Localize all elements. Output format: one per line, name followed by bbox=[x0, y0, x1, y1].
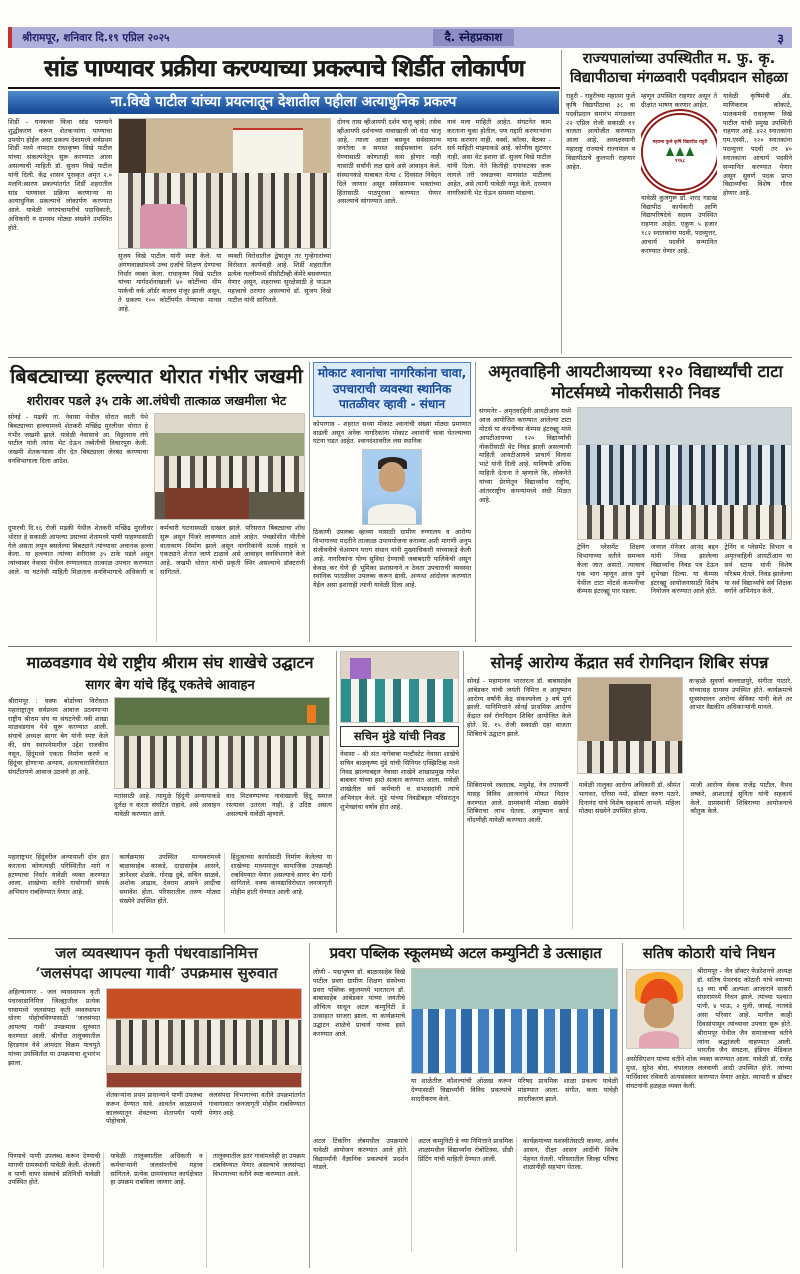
sonai-article-photo bbox=[577, 677, 683, 774]
iti-caption1: ट्रेनिंग प्लेसमेंट शिक्षण विभागाच्या वतीने समन्वय केला जात असतो. त्याचाच एक भाग म्हणून आज पुणे येथील टाटा मोटर्स कम्पनीचा कॅम्पस इंटरव्ह्यू पार पडला. bbox=[577, 543, 645, 596]
lead-col5: नावं मला माहिती आहेत. संघटनेत काम करताना चुका होतील, पण गद्दारी करणाऱ्यांना माफ करणार नाही. वर्क्स, कॉल्स, बैठका - सर्व माहिती माझ्याकडे आहे. कोणीच सुटणार नाही, असा थेट इशारा डॉ. सुजय विखे पाटील यांनी दिला. नेते कितीही दगाफटका करू लागले तरी जवळच्या माणसांत पाटीलच आहेत, असे त्यांनी यावेळी नमूद केले. दरम्यान नागरिकांनी भेट घेऊन समस्या मांडल्या. bbox=[447, 118, 551, 197]
jal-b2: यावेळी तालुक्यातील अधिकारी व कर्मचाऱ्यांनी जलसंपत्तीचे महत्त्व सांगितले. प्रत्येक ग्रामपंचायत कार्यक्षेत्रात हा उपक्रम राबविला जाणार आहे. bbox=[110, 1152, 206, 1268]
pravara-caption-row bbox=[411, 1077, 618, 1133]
sonai-top-row bbox=[467, 677, 792, 777]
iti-caption3: ट्रेनिंग व प्लेसमेंट विभाग व अमृतवाहिनी आयटीआय चा सर्व स्टाफ यांनी विशेष परिश्रम घेतले. निवड झालेल्या या सर्व विद्यार्थ्यांचे सर्व शिक्षक वर्गाने अभिनंदन केले. bbox=[724, 543, 792, 596]
divider bbox=[561, 50, 562, 354]
article-kothari-obituary bbox=[626, 943, 792, 1268]
photo-people bbox=[155, 456, 304, 492]
lead-middle bbox=[118, 118, 331, 353]
photo-front-row bbox=[578, 505, 791, 539]
sandhan-portrait-photo bbox=[362, 449, 422, 525]
saffron-flag bbox=[307, 705, 316, 723]
shriram-caption2: वाद मिटवण्याच्या नावाखाली हिंदू समाज रस्त्यावर उतरला नाही, हे उदिष्ट असत्य असल्याचे यावेळी म्हणाले. bbox=[226, 792, 332, 818]
portrait-face bbox=[644, 998, 673, 1028]
iti-headline: अमृतवाहिनी आयटीआयच्या १२० विद्यार्थ्यांची टाटा मोटर्समध्ये नोकरीसाठी निवड bbox=[488, 362, 783, 402]
jal-col1: अहिल्यानगर - जल व्यवस्थापन कृती पंधरवाडानिमित्त जिल्ह्यातील प्रत्येक गावामध्ये जलसंपदा कृती व्यवस्थापन धोरण पोहोचविण्यासाठी ‘जलसंपदा आपल्या गावी’ उपक्रमास सुरुवात करण्यात आली. श्रीगोंदा तालुक्यातील हिरडगाव येथे आमदार विक्रम पाचपुते यांच्या उपस्थितीत या उपक्रमाचा शुभारंभ झाला. bbox=[8, 988, 100, 1067]
shriram-bottom-row bbox=[8, 853, 332, 933]
convocation-col3: यावेळी कृषिमंत्री ॲड. माणिकराव कोकाटे, पालकमंत्री राधाकृष्ण विखे पाटील यांची प्रमुख उपस्थिती राहणार आहे. ४२२ स्नातकांना एम.एस्सी., १२० स्नातकांना पदव्युत्तर पदवी तर ४० स्नातकांना आचार्य पदवीने सन्मानित करण्यात येणार असून सुवर्ण पदक प्राप्त विद्यार्थ्यांचा विशेष गौरव होणार आहे. bbox=[722, 92, 792, 198]
pravara-right bbox=[411, 968, 618, 1133]
jal-b1: पिण्याचे पाणी उपलब्ध करून देण्याची मागणी ग्रामस्थांनी यावेळी केली. शेतकरी व पाणी वापर संस्थांचे प्रतिनिधी यावेळी उपस्थित होते. bbox=[8, 1152, 104, 1268]
photo-people bbox=[341, 679, 458, 722]
munde-headline: सचिन मुंडे यांची निवड bbox=[340, 726, 459, 747]
fold-mark bbox=[8, 27, 12, 48]
divider bbox=[8, 646, 792, 647]
convocation-headline: राज्यपालांच्या उपस्थितीत म. फु. कृ. विद्यापीठाचा मंगळवारी पदवीप्रदान सोहळा bbox=[570, 51, 788, 86]
lead-article-photo bbox=[118, 118, 331, 249]
divider bbox=[8, 357, 792, 358]
divider bbox=[475, 362, 476, 642]
pravara-bottom-row bbox=[313, 1137, 618, 1252]
shriram-col1: श्रीरामपूर : वक्फ बोर्डाच्या विरोधात महाराष्ट्रातून सर्वप्रथम आवाज उठवणाऱ्या राष्ट्रीय श्रीराम संघ या संघटनेची नवी शाखा माळवडगाव येथे सुरू करण्यात आली. संघाचे अध्यक्ष सागर बेग यांनी स्पष्ट केले की, संघ स्थापनेमागील उद्देश राजकीय नसून, हिंदूंमध्ये एकता निर्माण करणे व हिंदूंवर होणाऱ्या अन्याय, अत्याचाराविरोधात संघटीतपणे आवाज उठवणे हा आहे. bbox=[8, 697, 108, 776]
lead-caption-a: सुजय विखे पाटील यांनी स्पष्ट केले. या अंगणवाड्यांमध्ये उच्च दर्जाचे शिक्षण देण्याचा निर्धार व्यक्त केला. राधाकृष्ण विखे पाटील यांच्या मार्गदर्शनाखाली ४० कोटींच्या थीम पार्कची वर्क ऑर्डर कालच मंजूर झाली असून, ते प्रकल्प १०० कोटींपर्यंत नेण्याचा मानस आहे. bbox=[118, 252, 222, 313]
divider bbox=[622, 943, 623, 1268]
photo-people bbox=[578, 741, 682, 773]
leopard-subhead: शरीरावर पडले ३५ टाके आ.लंघेची तात्काळ जखमीला भेट bbox=[26, 393, 287, 408]
university-seal-logo bbox=[641, 113, 717, 191]
iti-top-row bbox=[479, 407, 792, 635]
lead-col1: शिर्डी - घनकचर किंवा सांड पाण्याने शुद्धीकरण करून शेतकऱ्यांना पाण्याचा उपयोग होईल असा प्रकल्प देशामध्ये सर्वप्रथम शिर्डी मध्ये नामदार राधाकृष्ण विखे पाटील यांच्या संकल्पनेतून सुरू करण्यात आला असल्याची माहिती डॉ. सुजय विखे पाटील यांनी दिली. केंद्र शासन पुरस्कृत अमृत २.० मलनि:स्सरण प्रकल्पांतर्गत शिर्डी शहरातील सांड पाण्यावर प्रक्रिया करणाऱ्या या अत्याधुनिक प्रकल्पाचे लोकार्पण करण्यात आले. यावेळी नगरपंचायतीचे पदाधिकारी, अधिकारी व ग्रामस्थ मोठ्या संख्येने उपस्थित होते. bbox=[8, 118, 112, 232]
dogs-para1: कोपरगाव - शहरात सध्या मोकाट श्वानांची संख्या मोठ्या प्रमाणात वाढली असून अनेक नागरिकांना मोकाट श्वानांनी चावा घेतल्याच्या घटना घडत आहेत. श्वानदंशावरील लस स्थानिक bbox=[313, 419, 471, 446]
university-seal-title: महात्मा फुले कृषि विद्यापीठ राहुरी bbox=[652, 139, 708, 145]
shriram-right bbox=[114, 697, 332, 849]
shriram-b3: हिंदुत्वाच्या कार्यासाठी निर्माण केलेल्या या शाखेच्या माध्यमातून सामाजिक उपक्रमही राबविण्यात येणार असल्याचे सागर बेग यांनी सांगितले. वक्फ कायद्याविरोधात जनजागृती मोहीम हाती घेण्यात आली आहे. bbox=[230, 853, 332, 897]
munde-article-photo bbox=[340, 651, 459, 723]
pravara-col1: लोणी - पद्मभूषण डॉ. बाळासाहेब विखे पाटील प्रवरा ग्रामीण शिक्षण संस्थेच्या प्रवरा पब्लिक स्कूलमध्ये भारतरत्न डॉ. बाबासाहेब आंबेडकर यांच्या जयंतीचे औचित्य साधून अटल कम्युनिटी डे उत्साहात साजरा झाला. या कार्यक्रमाचे उद्घाटन शाळेचे प्राचार्य यांच्या हस्ते करण्यात आले. bbox=[313, 968, 405, 1038]
tree-icon bbox=[666, 147, 694, 156]
convocation-col2-top: म्हणून उपस्थित राहणार असून ते दीक्षांत भाषण करणार आहेत. bbox=[641, 92, 717, 109]
sonai-b3: माजी आरोग्य सेवक राजेंद्र पाटील, वैभव लष्करे, आशाताई सुनिता यांनी सहकार्य केले. ग्रामस्थांनी शिबिराच्या आयोजनाचे कौतुक केले. bbox=[690, 781, 792, 816]
kothari-body: श्रीरामपूर - जैन डॉक्टर फेडरेशनचे अध्यक्ष डॉ. सतिष पेथरचंद कोठारी यांचे वयाच्या ६३ व्या वर्षी अल्पशा आजाराने सासरी संघारामध्ये निधन झाले. त्यांच्या पश्चात पत्नी, ४ भाऊ, २ मुली, जावई, नातवंडे असा परिवार आहे. मागील काही दिवसांपासून त्यांच्यावर उपचार सुरू होते. श्रीरामपूर येथील जैन समाजाच्या वतीने त्यांना श्रद्धांजली वाहण्यात आली. भारतीय जैन संघटना, इंडियन मेडिकल असोसिएशन यांच्या वतीने शोक व्यक्त करण्यात आला. यावेळी डॉ. राजेंद्र मुथा, सुरेश बोरा, चंपालाल ललवाणी आदी उपस्थित होते. त्यांच्या पार्थिवावर रविवारी अंत्यसंस्कार करण्यात येणार आहेत. व्यापारी व डॉक्टर संघटनांनी हळहळ व्यक्त केली. bbox=[626, 967, 792, 1090]
article-sonai-camp bbox=[467, 651, 792, 933]
sonai-col3: कऱ्हाळे सुवर्णा बल्लाळपुरे, संगीता पाठारे, यांच्यासह ग्रामस्थ उपस्थित होते. कार्यक्रमाचे सूत्रसंचालन आरोग्य सेविका यांनी केले तर आभार वैद्यकीय अधिकाऱ्यांनी मानले. bbox=[689, 677, 792, 712]
jal-caption2: जलसंपदा विभागाच्या वतीने उपक्रमांतर्गत गावागावात जनजागृती मोहीम राबविण्यात येणार आहे. bbox=[208, 1091, 305, 1117]
sonai-headline: सोनई आरोग्य केंद्रात सर्व रोगनिदान शिबिर संपन्न bbox=[490, 653, 769, 672]
pravara-top-row bbox=[313, 968, 618, 1133]
pravara-b1: अटल टिंकरिंग लॅबमधील उपक्रमांचे यावेळी आयोजन करण्यात आले होते. विद्यार्थ्यांनी वैज्ञानिक प्रकल्पांचे प्रदर्शन मांडले. bbox=[313, 1137, 412, 1252]
shriram-headline: माळवडगाव येथे राष्ट्रीय श्रीराम संघ शाखेचे उद्घाटन bbox=[26, 653, 314, 672]
photo-students bbox=[412, 1009, 617, 1073]
pravara-b2: अटल कम्युनिटी डे च्या निमित्ताने प्राथमिक शाळांमधील विद्यार्थ्यांना रोबोटिक्स, थ्रीडी प्रिंटिंग यांची माहिती देण्यात आली. bbox=[418, 1137, 517, 1252]
shriram-top-row bbox=[8, 697, 332, 849]
article-shriram-sangh bbox=[8, 651, 332, 933]
kothari-body-wrap bbox=[626, 967, 792, 1091]
jal-caption1: शेतकऱ्यांना प्रथम प्राधान्याने पाणी उपलब्ध करून देण्यात यावे. आवर्तन काळामध्ये कालव्यातून शेवटच्या शेतापर्यंत पाणी पोहोचावे. bbox=[106, 1091, 203, 1126]
dateline: श्रीरामपूर, शनिवार दि.१९ एप्रिल २०२५ bbox=[22, 31, 170, 44]
pravara-b3: कार्यक्रमाच्या यशस्वीतेसाठी काव्या, अर्णव आसन, दीक्षा आसन आदींनी विशेष मेहनत घेतली. परिसरातील जिल्हा परिषद शाळांनीही सहभाग घेतला. bbox=[523, 1137, 618, 1172]
sonai-b1: शिबिरामध्ये रक्तदाब, मधुमेह, नेत्र तपासणी यासह विविध आजारांचे मोफत निदान करण्यात आले. ग्रामस्थांनी मोठ्या संख्येने शिबिराचा लाभ घेतला. आयुष्मान कार्ड नोंदणीही यावेळी करण्यात आली. bbox=[467, 781, 573, 929]
divider bbox=[8, 938, 792, 939]
portrait-face bbox=[379, 462, 406, 492]
leopard-top-row bbox=[8, 413, 305, 520]
lead-col4: दोनच तास व्हीआयपी दर्शन चालू व्हावे; तसेच व्हीआयपी दर्शनाच्या नावाखाली जो धंदा चालू आहे, त्याला आळा बसवून सर्वसामान्य जनतेला व समस्त साईभक्तांना दर्शन घेण्यासाठी कोणताही त्रास होणार नाही यासाठी सर्वांनी लक्ष द्यावे असे आवाहन केले. संस्थानकडे याबाबत येत्या ८ दिवसात निवेदन दिले जाणार असून सर्वसामान्य भक्तांच्या हितासाठी पाठपुरावा करण्यात येणार असल्याचे सांगण्यात आले. bbox=[337, 118, 441, 206]
photo-crowd bbox=[115, 736, 329, 788]
sonai-col1: सोनई - महामानव भारतरत्न डॉ. बाबासाहेब आंबेडकर यांची जयंती निमित्त व आयुष्मान आरोग्य वर्षांनी केंद्र संकल्पनेला ३ वर्ष पूर्ण झाली. यानिमित्ताने सोनई प्राथमिक आरोग्य केंद्रात सर्व रोगनिदान शिबिर आयोजित केले होते. दि. १५ रोजी सकाळी दहा वाजता शिबिराचे उद्घाटन झाले. bbox=[467, 677, 571, 738]
pravara-headline: प्रवरा पब्लिक स्कूलमध्ये अटल कम्युनिटी डे उत्साहात bbox=[329, 944, 602, 962]
kothari-headline: सतिष कोठारी यांचे निधन bbox=[642, 946, 776, 962]
iti-right bbox=[577, 407, 792, 635]
convocation-body bbox=[566, 92, 792, 350]
jal-headline-line1: जल व्यवस्थापन कृती पंधरवाडानिमित्त bbox=[55, 944, 258, 962]
divider bbox=[336, 651, 337, 933]
leopard-article-photo bbox=[154, 413, 305, 520]
shriram-caption-row bbox=[114, 792, 332, 849]
lead-columns bbox=[8, 118, 560, 353]
article-leopard bbox=[8, 362, 305, 642]
kothari-portrait-photo bbox=[626, 969, 692, 1049]
divider bbox=[463, 651, 464, 933]
jal-headline-line2: ‘जलसंपदा आपल्या गावी’ उपक्रमास सुरुवात bbox=[35, 964, 278, 982]
iti-group-photo bbox=[577, 407, 792, 540]
leopard-lead-col: सोनई - मढकी ता. नेवासा येथील थोरात वस्ती येथे बिबट्याच्या हल्ल्यामध्ये शेतकरी मच्छिंद्र मुरलीधर थोरात हे गंभीर जखमी झाले. यावेळी नेवासाचे आ. विठ्ठलराव लंघे पाटील यांनी त्यांना भेट देऊन तब्येतीची विचारपूस केली. जखमी शेतकऱ्याला धीर देत बिबट्याला जेरबंद करण्याचा वनविभागाला दिला आदेश. bbox=[8, 413, 148, 466]
photo-student-rows bbox=[578, 445, 791, 505]
sonai-bottom-row bbox=[467, 781, 792, 929]
lead-caption-row bbox=[118, 252, 331, 353]
pravara-caption1: या शाळेतील कौशल्यांची ओळख करून देण्यासाठी विद्यार्थ्यांनी विविध प्रकल्पांचे सादरीकरण केले. bbox=[411, 1077, 512, 1103]
article-iti-placement bbox=[479, 362, 792, 642]
photo-rug bbox=[165, 488, 248, 520]
article-stray-dogs bbox=[313, 362, 471, 642]
lead-headline: सांड पाण्यावर प्रक्रीया करण्याच्या प्रकल्पाचे शिर्डीत लोकार्पण bbox=[8, 51, 560, 89]
masthead-bar bbox=[8, 27, 792, 48]
article-convocation bbox=[566, 50, 792, 354]
iti-caption2: जनरल मॅनेजर आनंद बद्दन यांनी निवड झालेल्या विद्यार्थ्यांना निवड पत्र देऊन शुभेच्छा दिल्या. या कॅम्पस इंटरव्ह्यू आयोजनासाठी विशेष नियोजन करण्यात आले होते. bbox=[650, 543, 719, 596]
portrait-shirt bbox=[368, 504, 417, 525]
lead-subhead-bar: ना.विखे पाटील यांच्या प्रयत्नातून देशातील पहीला अत्याधुनिक प्रकल्प bbox=[8, 91, 559, 114]
university-seal-year: १९६८ bbox=[674, 158, 686, 164]
divider bbox=[309, 943, 310, 1268]
jal-b3: तालुक्यातील इतर गावांमध्येही हा उपक्रम राबविण्यात येणार असल्याचे जलसंपदा विभागाच्या वतीने स्पष्ट करण्यात आले. bbox=[212, 1152, 305, 1178]
dogs-para2: ठिकाणी उपलब्ध व्हाव्या यासाठी ग्रामीण रुग्णालय व आरोग्य विभागाच्या मदतीने तात्काळ उपाययोजना कराव्या अशी मागणी अनुप संजीवनीचे चेअरमन पराग संधान यांनी मुख्याधिकारी यांच्याकडे केली आहे. नागरिकांना योग्य सुविधा देण्याची जबाबदारी पालिकेची असून केवळ कर घेणे ही भूमिका प्रशासनाने न ठेवता उपचाराची व्यवस्था स्थानिक पातळीवर उपलब्ध करून द्यावी, अन्यथा आंदोलन करण्यात येईल असा इशाराही त्यांनी यावेळी दिला आहे. bbox=[313, 528, 471, 590]
convocation-col2-bottom: यावेळी कुलगुरू डॉ. शरद गडाख विद्यापीठ कार्यकारी आणि विद्यापरिषदेचे सदस्य उपस्थित राहणार आहेत. एकूण ५ हजार १८२ स्नातकांना पदवी, पदव्युत्तर, आचार्य पदवीने सन्मानित करण्यात येणार आहे. bbox=[641, 193, 717, 255]
jal-bottom-row bbox=[8, 1152, 305, 1268]
article-jal bbox=[8, 943, 305, 1268]
iti-col1: संगमनेर - अमृतवाहिनी आयटीआय मध्ये आज आयोजित करण्यात आलेल्या टाटा मोटर्स या कंपनीच्या कॅम्पस इंटरव्ह्यू मध्ये आयटीआयच्या १२० विद्यार्थ्यांची नोकरीसाठी थेट निवड झाली असल्याची माहिती आयटीआयचे प्राचार्य विलास भाटे यांनी दिली आहे. याविषयी अधिक माहिती देताना ते म्हणाले कि, लोकनेते यांच्या प्रेरणेतून विद्यार्थ्यांना राष्ट्रीय, आंतरराष्ट्रीय कंपन्यांमध्ये संधी मिळत आहे. bbox=[479, 407, 571, 504]
lead-caption-b: व्यक्ती विरोधातील द्वेषातून तर गुन्हेगारांच्या विरोधात कार्यवाही आहे. शिर्डी शहरातील प्रत्येक गल्लीमध्ये सीसीटीव्ही कॅमेरे बसवण्यात येणार असून, शहराच्या सुरक्षेसाठी हे पाऊल महत्त्वाचे ठरणार असल्याचे डॉ. सुजय विखे पाटील यांनी सांगितले. bbox=[227, 252, 331, 305]
article-pravara bbox=[313, 943, 618, 1268]
leopard-headline: बिबट्याच्या हल्ल्यात थोरात गंभीर जखमी bbox=[10, 364, 303, 388]
jal-right bbox=[106, 988, 305, 1148]
portrait-garland bbox=[639, 1031, 680, 1048]
photo-cloth bbox=[140, 204, 186, 248]
divider bbox=[309, 362, 310, 642]
convocation-middle-col bbox=[641, 92, 717, 350]
jal-article-photo bbox=[106, 988, 302, 1088]
dogs-headline: मोकाट श्वानांचा नागरिकांना चावा, उपचाराची व्यवस्था स्थानिक पातळीवर व्हावी - संधान bbox=[313, 362, 471, 417]
photo-carpet bbox=[107, 1073, 301, 1087]
munde-body: नेवासा - श्री संत नागेबाबा मल्टीस्टेट नेवासा शाखेचे सचिन बाळकृष्ण मुंडे यांची सिनियर एक्झिटिव्ह मध्ये निवड झाल्याबद्दल नेवासा शाखेने शाखाप्रमुख गणेश बाबकर यांच्या हस्ते सत्कार करण्यात आला. यावेळी शाखेतील सर्व कर्मचारी व सभासदांनी त्यांचे अभिनंदन केले. मुंडे यांच्या निवडीबद्दल परिसरातून शुभेच्छांचा वर्षाव होत आहे. bbox=[340, 750, 459, 811]
photo-people bbox=[107, 1020, 301, 1065]
jal-caption-row bbox=[106, 1091, 305, 1148]
iti-caption-row bbox=[577, 543, 792, 635]
shriram-caption1: मतांसाठी आहे. त्यामुळे हिंदूंनी अन्यायाकडे दुर्लक्ष न करता संघटित राहावे, असे आवाहन यावेळी करण्यात आले. bbox=[114, 792, 220, 818]
article-munde bbox=[340, 651, 459, 933]
shriram-article-photo bbox=[114, 697, 330, 789]
pravara-caption2: परिषद प्राथमिक शाळा प्रकल्प यावेळी मांडण्यात आला. संगीत, कला यांचेही सादरीकरण झाले. bbox=[517, 1077, 618, 1103]
pravara-article-photo bbox=[411, 968, 618, 1074]
shriram-b2: कार्यक्रमास उपस्थित मान्यवरांमध्ये बाळासाहेब काकडे, दादासाहेब आसने, ज्ञानेश्वर शेळके, गोरख दुबे, सचिन साळवे, अशोक आढाव, देवराम आसने आदींचा समावेश होता. परिसरातील तरुण मोठ्या संख्येने उपस्थित होते. bbox=[119, 853, 224, 933]
shriram-subhead: सागर बेग यांचे हिंदू एकतेचे आवाहन bbox=[85, 678, 255, 693]
page-number: ३ bbox=[777, 31, 784, 47]
paper-name: दै. स्नेहप्रकाश bbox=[433, 29, 515, 46]
jal-top-row bbox=[8, 988, 305, 1148]
sonai-b2: यावेळी तालुका आरोग्य अधिकारी डॉ. श्रीमंत भागवत, एरिसा नमो, डॉक्टर वरुण पठारे, दिनानंद यांचे विशेष सहकार्य लाभले. महिला मोठ्या संख्येने उपस्थित होत्या. bbox=[579, 781, 685, 929]
convocation-col1: राहुरी - राहुरीच्या महात्मा फुले कृषि विद्यापीठाचा ३८ वा पदवीप्रदान समारंभ मंगळवार २२ एप्रिल रोजी सकाळी ११ वाजता आयोजीत करण्यात आला आहे. अध्यक्षस्थानी महाराष्ट्र राज्याचे राज्यपाल व विद्यापीठाचे कुलपती राहणार आहेत. bbox=[566, 92, 636, 171]
article-lead-body bbox=[8, 118, 560, 353]
leopard-more-cols: दुपारची दि.१६ रोजी मढकी येथील शेतकरी मच्छिंद्र मुरलीधर थोरात हे सकाळी आपल्या उसाच्या शेतामध्ये पाणी पाहण्यासाठी गेले असता लपून बसलेल्या बिबट्याने त्यांच्यावर अचानक हल्ला केला. या हल्ल्यात त्यांच्या शरीरावर ३५ टाके पडले असून त्यांच्यावर नेवासा येथील रुग्णालयात तात्काळ उपचार करण्यात आले. या घटनेची माहिती मिळताच वनविभागाचे अधिकारी व कर्मचारी घटनास्थळी दाखल झाले. परिसरात बिबट्याचा शोध सुरू असून पिंजरे लावण्यात आले आहेत. पंचक्रोशीत भीतीचे वातावरण निर्माण झाले असून नागरिकांनी सतर्क राहावे व एकट्याने शेतात जाणे टाळावे असे आवाहन वनविभागाने केले आहे. जखमी थोरात यांची प्रकृती स्थिर असल्याचे डॉक्टरांनी सांगितले. bbox=[8, 524, 305, 577]
shriram-b1: महाराष्ट्रभर हिंदूंवरील अन्यायाशी दोन हात करताना कोणत्याही परिस्थितीत मागे न हटण्याचा निर्धार यावेळी व्यक्त करण्यात आला. शाखेच्या वतीने गावोगावी संपर्क अभियान राबविण्यात येणार आहे. bbox=[8, 853, 113, 933]
